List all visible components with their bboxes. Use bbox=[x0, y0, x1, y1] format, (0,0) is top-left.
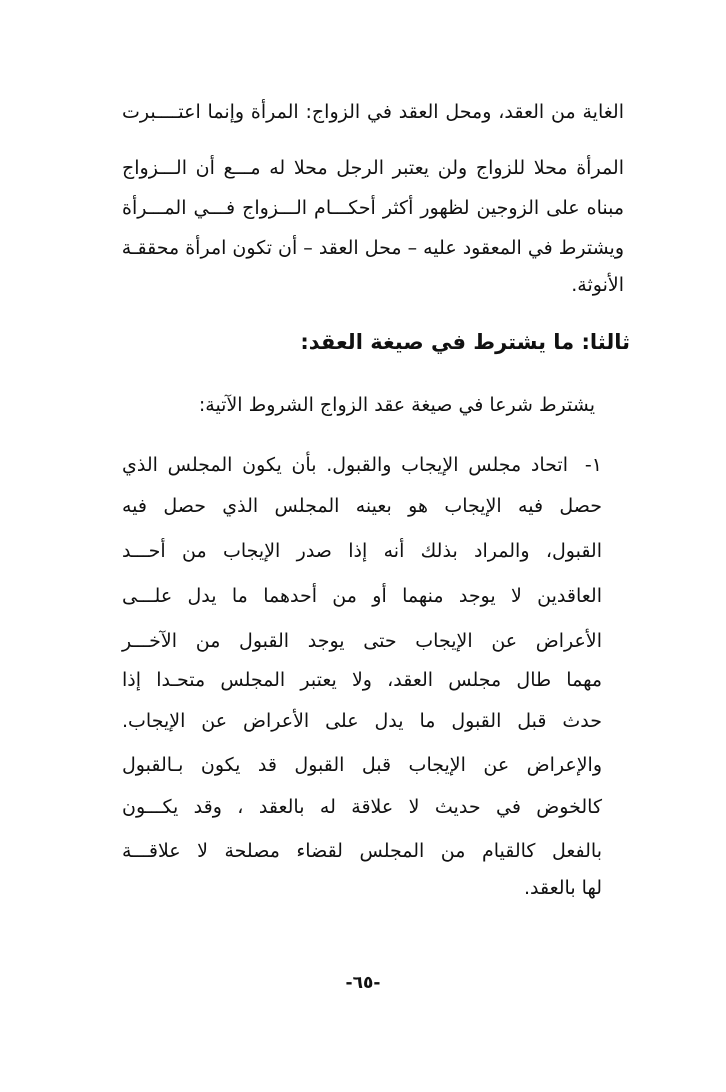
text-line: بالفعل كالقيام من المجلس لقضاء مصلحة لا علاقـــة bbox=[122, 840, 602, 862]
condition-number: ١- bbox=[584, 454, 602, 476]
text-line: كالخوض في حديث لا علاقة له بالعقد ، وقد يكـــون bbox=[122, 796, 602, 818]
text-line: ويشترط في المعقود عليه – محل العقد – أن تكون امرأة محققـة bbox=[121, 237, 624, 259]
page-number: -٦٥- bbox=[345, 973, 381, 993]
text-line: مبناه على الزوجين لظهور أكثر أحكـــام الـــزواج فـــي المـــرأة bbox=[122, 197, 624, 219]
text-line: اتحاد مجلس الإيجاب والقبول. بأن يكون المجلس الذي bbox=[122, 454, 568, 476]
text-line: المرأة محلا للزواج ولن يعتبر الرجل محلا له مـــع أن الـــزواج bbox=[122, 157, 624, 179]
text-line: مهما طال مجلس العقد، ولا يعتبر المجلس متحـدا إذا bbox=[122, 669, 602, 691]
text-line: الأنوثة. bbox=[571, 274, 624, 296]
text-line: العاقدين لا يوجد منهما أو من أحدهما ما يدل علـــى bbox=[122, 585, 602, 607]
text-line: القبول، والمراد بذلك أنه إذا صدر الإيجاب من أحـــد bbox=[122, 540, 602, 562]
text-line: الأعراض عن الإيجاب حتى يوجد القبول من الآخـــر bbox=[122, 630, 602, 652]
text-line: لها بالعقد. bbox=[523, 877, 602, 899]
section-heading: ثالثا: ما يشترط في صيغة العقد: bbox=[300, 330, 630, 354]
text-line: حدث قبل القبول ما يدل على الأعراض عن الإيجاب. bbox=[122, 710, 602, 732]
text-line: حصل فيه الإيجاب هو بعينه المجلس الذي حصل فيه bbox=[122, 495, 602, 517]
section-intro: يشترط شرعا في صيغة عقد الزواج الشروط الآتية: bbox=[198, 394, 595, 416]
text-line: الغاية من العقد، ومحل العقد في الزواج: المرأة وإنما اعتــــبرت bbox=[122, 101, 624, 123]
text-line: والإعراض عن الإيجاب قبل القبول قد يكون بـالقبول bbox=[122, 754, 602, 776]
